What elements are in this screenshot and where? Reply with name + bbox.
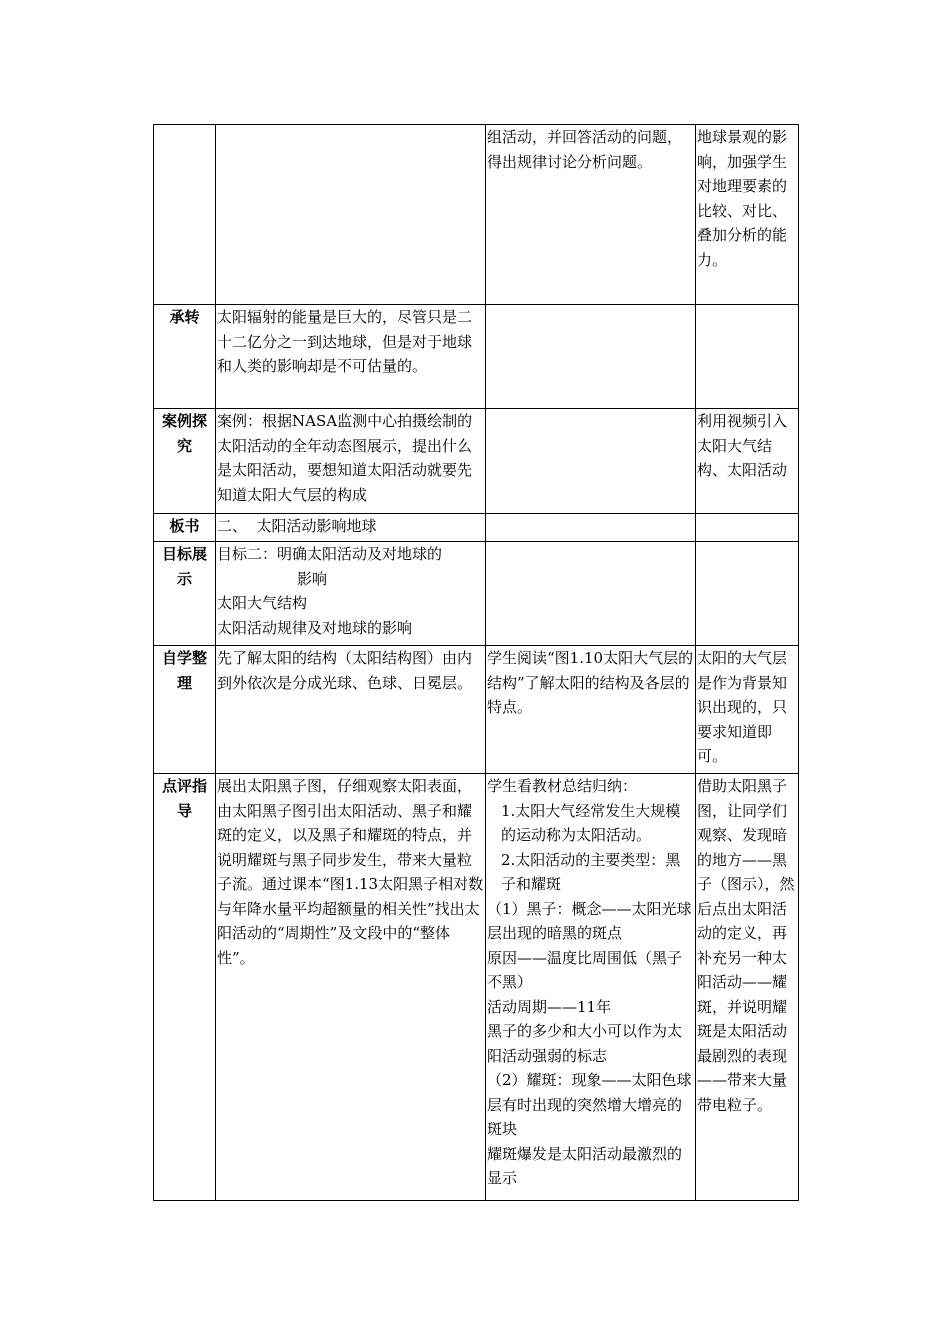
- cell-text: 二、 太阳活动影响地球: [217, 517, 377, 535]
- table-row: [154, 409, 799, 514]
- cell-text: 耀斑爆发是太阳活动最激烈的显示: [487, 1144, 683, 1187]
- table-row: [154, 646, 799, 774]
- cell-text: 2.太阳活动的主要类型：黑子和耀斑: [501, 850, 681, 893]
- student-activity-cell: [486, 409, 696, 514]
- teacher-activity-cell: [216, 774, 486, 1201]
- row-label: 目标展示: [154, 542, 216, 646]
- cell-text: 学生阅读“图1.10太阳大气层的结构”了解太阳的结构及各层的特点。: [487, 649, 694, 716]
- student-activity-cell: [486, 125, 696, 305]
- student-activity-cell: [486, 646, 696, 774]
- cell-text: （2）耀斑：现象——太阳色球层有时出现的突然增大增亮的斑块: [487, 1071, 692, 1138]
- cell-text: 利用视频引入太阳大气结构、太阳活动: [697, 412, 788, 479]
- cell-text: 太阳大气结构: [217, 594, 308, 612]
- table-row: [154, 305, 799, 409]
- teacher-activity-cell: [216, 305, 486, 409]
- cell-text: 学生看教材总结归纳：: [487, 777, 638, 795]
- student-activity-cell: [486, 514, 696, 542]
- table-row: [154, 125, 799, 305]
- cell-text: 影响: [297, 569, 328, 588]
- design-intent-cell: [696, 774, 799, 1201]
- cell-text: 黑子的多少和大小可以作为太阳活动强弱的标志: [487, 1022, 683, 1065]
- cell-text: 太阳辐射的能量是巨大的，尽管只是二十二亿分之一到达地球，但是对于地球和人类的影响却是不可估量的。: [217, 308, 473, 375]
- cell-text: 案例：根据NASA监测中心拍摄绘制的太阳活动的全年动态图展示，提出什么是太阳活动，要想知道太阳活动就要先知道太阳大气层的构成: [217, 412, 473, 504]
- row-label: 点评指导: [154, 774, 216, 1201]
- cell-text: 展出太阳黑子图，仔细观察太阳表面，由太阳黑子图引出太阳活动、黑子和耀斑的定义，以及黑子和耀斑的特点，并说明耀斑与黑子同步发生，带来大量粒子流。通过课本“图1.13太阳黑子相对数与年降水量平均超额量的相关性”找出太阳活动的“周期性”及文段中的“整体性”。: [217, 777, 484, 967]
- table-row: [154, 774, 799, 1201]
- student-activity-cell: [486, 305, 696, 409]
- cell-text: 太阳的大气层是作为背景知识出现的，只要求知道即可。: [697, 649, 788, 765]
- row-label: 自学整理: [154, 646, 216, 774]
- design-intent-cell: [696, 542, 799, 646]
- row-label: 承转: [154, 305, 216, 409]
- cell-text: 目标二：明确太阳活动及对地球的: [217, 545, 443, 563]
- lesson-plan-table: [153, 124, 799, 1201]
- design-intent-cell: [696, 409, 799, 514]
- design-intent-cell: [696, 125, 799, 305]
- cell-text: 1.太阳大气经常发生大规模的运动称为太阳活动。: [501, 801, 681, 844]
- row-label: 板书: [154, 514, 216, 542]
- student-activity-cell: [486, 542, 696, 646]
- teacher-activity-cell: [216, 646, 486, 774]
- cell-text: 活动周期——11年: [487, 997, 612, 1016]
- teacher-activity-cell: [216, 125, 486, 305]
- cell-text: 地球景观的影响，加强学生对地理要素的比较、对比、叠加分析的能力。: [697, 128, 788, 269]
- table-row: [154, 542, 799, 646]
- table-row: [154, 514, 799, 542]
- teacher-activity-cell: [216, 409, 486, 514]
- cell-text: 组活动，并回答活动的问题，得出规律讨论分析问题。: [487, 128, 683, 171]
- cell-text: 太阳活动规律及对地球的影响: [217, 618, 413, 637]
- cell-text: 先了解太阳的结构（太阳结构图）由内到外依次是分成光球、色球、日冕层。: [217, 649, 473, 692]
- design-intent-cell: [696, 514, 799, 542]
- row-label: [154, 125, 216, 305]
- cell-text: （1）黑子：概念——太阳光球层出现的暗黑的斑点: [487, 899, 692, 942]
- design-intent-cell: [696, 305, 799, 409]
- design-intent-cell: [696, 646, 799, 774]
- student-activity-cell: [486, 774, 696, 1201]
- teacher-activity-cell: [216, 542, 486, 646]
- cell-text: 原因——温度比周围低（黑子不黑）: [487, 948, 683, 991]
- row-label: 案例探究: [154, 409, 216, 514]
- teacher-activity-cell: [216, 514, 486, 542]
- cell-text: 借助太阳黑子图，让同学们观察、发现暗的地方——黑子（图示），然后点出太阳活动的定义，再补充另一种太阳活动——耀斑，并说明耀斑是太阳活动最剧烈的表现——带来大量带电粒子。: [697, 777, 795, 1114]
